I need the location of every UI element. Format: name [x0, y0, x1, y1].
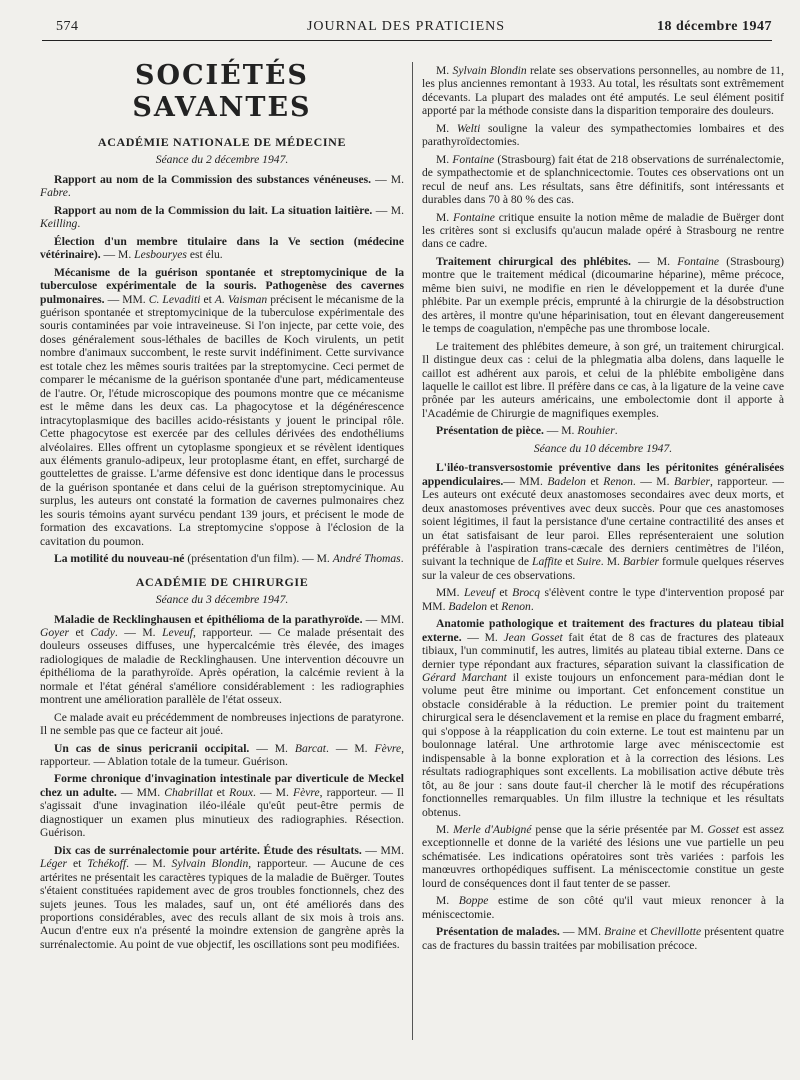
- comment-leveuf-brocq: MM. Leveuf et Brocq s'élèvent contre le type d'intervention proposé par MM. Badelon et Renon.: [422, 586, 784, 613]
- article-motilite: La motilité du nouveau-né (présentation d'un film). — M. André Thomas.: [54, 552, 404, 566]
- article-rapport-lait: Rapport au nom de la Commission du lait. La situation laitière. — M. Keilling.: [40, 203, 404, 231]
- seance-date: Séance du 2 décembre 1947.: [155, 153, 289, 167]
- article-title: Dix cas de surrénalectomie pour artérite. Étude des résultats.: [54, 843, 362, 857]
- column-divider: [412, 62, 413, 1040]
- article-piece: Présentation de pièce. — M. Rouhier.: [436, 424, 618, 438]
- author-name: C. Levaditi: [148, 292, 201, 306]
- article-title: Traitement chirurgical des phlébites.: [436, 254, 631, 268]
- article-election: Élection d'un membre titulaire dans la Ve section (médecine vétérinaire). — M. Lesbouryes est élu.: [40, 234, 404, 262]
- article-mecanisme: Mécanisme de la guérison spontanée et streptomycinique de la tuberculose expérimentale de la souris. Pathogenèse des cavernes pulmonaires. — MM. C. Levaditi et A. Vaisman précisent le mécanisme de la guérison spontanée et streptomycinique de la tuberculose expérimentale des souris contaminées par voie intraveineuse. Si l'on injecte, par cette voie, des doses généralement sous-léthales de bacilles de Koch virulents, un petit nombre d'animaux succombent, le reste survit indéfiniment. Cette survivance est totale chez les mêmes souris traitées par la streptomycine. Ceci permet de comparer le mécanisme de la guérison spontanée d'une part, médicamenteuse de l'autre. Or, l'étude microscopique des poumons montre que ce mécanisme est le même dans les deux cas. La phagocytose et la dégénérescence intracytoplasmique des bacilles acido-résistants y jouent le principal rôle. Cette phagocytose est exercée par des cellules dérivées des endothéliums alvéolaires. Elles offrent un cytoplasme spongieux et se révèlent identiques aux éléments granulo-adipeux, leur protoplasme étant, en effet, surchargé de gouttelettes de graisse. L'arme défensive est donc identique dans le processus de la guérison spontanée et dans celui de la guérison streptomycinique. Au surplus, les auteurs ont constaté la formation de cavernes pulmonaires chez les souris témoins ayant survécu pendant 139 jours, et précisent le mode de formation des excavations. La streptomycine s'oppose à l'éclosion de la cavitation du poumon.: [40, 265, 405, 548]
- issue-date: 18 décembre 1947: [656, 19, 772, 34]
- article-title: Maladie de Recklinghausen et épithélioma de la parathyroïde.: [54, 612, 363, 626]
- article-title: Présentation de malades.: [436, 925, 560, 939]
- article-invagination: Forme chronique d'invagination intestinale par diverticule de Meckel chez un adulte. — MM. Chabrillat et Roux. — M. Fèvre, rapporteur. — Il s'agissait d'une invagination iléo-iléale qu'eût peut-être permis de diagnostiquer un examen plus minutieux des radiographies. Résection. Guérison.: [40, 772, 405, 840]
- article-body: , rapporteur. — Il s'agissait d'une invagination iléo-iléale qu'eût peut-être permis de diagnostiquer un examen plus minutieux des radiographies. Résection. Guérison.: [40, 785, 405, 840]
- section-masthead: SOCIÉTÉS SAVANTES: [132, 60, 312, 123]
- page-number: 574: [56, 19, 79, 34]
- article-body: (Strasbourg) montre que le traitement médical (dicoumarine héparine), même précoce, même bien suivi, ne modifie en rien le développement et la durée d'une phlébite. Par un exemple précis, emprunté à la chirurgie de la désobstruction des artères, il montre qu'une héparinisation, tout en élevant dangereusement le temps de coagulation, n'empêche pas une thrombose locale.: [422, 254, 784, 336]
- article-rapport-venenueuses: Rapport au nom de la Commission des substances vénéneuses. — M. Fabre.: [40, 172, 404, 200]
- article-phlebites-cont: Le traitement des phlébites demeure, à son gré, un traitement chirurgical. Il distingue deux cas : celui de la phlegmatia alba dolens, dans laquelle le caillot est adhérent aux parois, et celui de la phlébite emboligène dans laquelle le caillot est libre. Il préfère dans ce cas, à la ligature de la veine cave prônée par les auteurs américains, une embolectomie dont il apporte à l'Académie de Chirurgie de magnifiques exemples.: [422, 339, 784, 420]
- author-name: A. Vaisman: [214, 292, 268, 306]
- article-plateau-tibial: Anatomie pathologique et traitement des fractures du plateau tibial externe. — M. Jean Gosset fait état de 8 cas de fractures des plateaux tibiaux, l'un comminutif, les autres, limités au plateau tibial externe. Dans ce dernier type répondant aux fractures, séparation suivant la classification de Gérard Marchant il existe toujours un enfoncement para-médian dont le volume peut être minime ou important. Cet enfoncement constitue un obstacle considérable à la réduction. Le premier point du traitement chirurgical sera le désenclavement et la remise en place du fragment embarré, qui s'oppose à la réapplication du coin externe. Le tout est maintenu par un boulonnage latéral. Une arthrotomie large avec méniscectomie est indispensable à la bonne exploration et à la correction des lésions. Les résultats radiographiques sont excellents. La mobilisation active débute très tôt, au 8e jour : sans doute faut-il chercher là le motif des récupérations fonctionnelles remarquables. Un film illustre la technique et les résultats obtenus.: [422, 617, 784, 819]
- article-title: Mécanisme de la guérison spontanée et streptomycinique de la tuberculose expérimentale de la souris. Pathogenèse des cavernes pulmonaires.: [40, 265, 404, 306]
- author-name: Keilling: [40, 217, 78, 231]
- article-title: Forme chronique d'invagination intestinale par diverticule de Meckel chez un adulte.: [40, 772, 404, 799]
- left-column: [40, 60, 404, 955]
- article-title: Un cas de sinus pericranii occipital.: [54, 741, 250, 755]
- article-phlebites: Traitement chirurgical des phlébites. — M. Fontaine (Strasbourg) montre que le traitement médical (dicoumarine héparine), même précoce, même bien suivi, ne modifie en rien le développement et la durée d'une phlébite. Par un exemple précis, emprunté à la chirurgie de la désobstruction des artères, il montre qu'une héparinisation, tout en élevant dangereusement le temps de coagulation, n'empêche pas une thrombose locale.: [422, 254, 784, 336]
- article-title: Anatomie pathologique et traitement des fractures du plateau tibial externe.: [422, 617, 784, 644]
- journal-title: JOURNAL DES PRATICIENS: [306, 19, 506, 34]
- article-body: , rapporteur. — Ce malade présentait des douleurs osseuses diffuses, une hypercalcémie très élevée, des images radiologiques de maladie de Recklinghausen. Une intervention découvre un épithélioma de la parathyroïde. Après opération, la calcémie revient à la normale et l'état général s'améliore considérablement : les radiographies montrent une amélioration parallèle de l'état osseux.: [40, 625, 404, 707]
- article-sinus: Un cas de sinus pericranii occipital. — M. Barcat. — M. Fèvre, rapporteur. — Ablation totale de la tumeur. Guérison.: [40, 741, 404, 769]
- seance-date: Séance du 3 décembre 1947.: [155, 593, 289, 607]
- comment-boppe: M. Boppe estime de son côté qu'il vaut mieux renoncer à la méniscectomie.: [422, 894, 785, 921]
- right-column: [422, 64, 784, 956]
- article-title: Rapport au nom de la Commission du lait. La situation laitière.: [54, 203, 373, 217]
- academy-heading-chirurgie: ACADÉMIE DE CHIRURGIE: [135, 574, 309, 589]
- article-title: Rapport au nom de la Commission des substances vénéneuses.: [54, 172, 372, 186]
- seance-date: Séance du 10 décembre 1947.: [533, 441, 673, 455]
- article-body: , rapporteur. — Ablation totale de la tumeur. Guérison.: [40, 741, 404, 769]
- header-rule: [42, 40, 772, 41]
- article-surrenalectomie: Dix cas de surrénalectomie pour artérite. Étude des résultats. — MM. Léger et Tchékoff. — M. Sylvain Blondin, rapporteur. — Aucune de ces artérites ne présentait les caractères typiques de la maladie de Buërger. Toutes s'étaient constituées rapidement avec de gros troubles fonctionnels, chez des sujets jeunes. Tous les malades, sauf un, ont été améliorés dans des proportions considérables, avec des reculs allant de six mois à trois ans. Aucun d'entre eux n'a présenté la moindre extension de gangrène après la surrénalectomie. Au point de vue objectif, les oscillations sont peu modifiées.: [40, 843, 404, 951]
- article-title: La motilité du nouveau-né: [54, 552, 185, 566]
- comment-fontaine: M. Fontaine (Strasbourg) fait état de 218 observations de surrénalectomie, de sympathectomie et de splanchnicectomie. Toutes ces observations ont un recul de neuf ans. Les résultats, sans être définitifs, sont intéressants et durables dans 70 à 80 % des cas.: [422, 152, 784, 207]
- academy-heading-medecine: ACADÉMIE NATIONALE DE MÉDECINE: [97, 135, 347, 149]
- author-name: André Thomas: [332, 552, 401, 566]
- comment-welti: M. Welti souligne la valeur des sympathectomies lombaires et des parathyroïdectomies.: [422, 121, 784, 149]
- author-name: Lesbouryes: [134, 248, 187, 262]
- author-name: Fabre: [40, 186, 68, 200]
- article-ileo-transversostomie: L'iléo-transversostomie préventive dans les péritonites généralisées appendiculaires.— MM. Badelon et Renon. — M. Barbier, rapporteur. — Les auteurs ont exécuté deux anastomoses secondaires avec deux morts, et deux anastomoses préventives avec deux succès. Pour que ces anastomoses soient légitimes, il faut la persistance d'une certaine contractilité des anses et un état satisfaisant de leur paroi. Elles représenteraient une solution préférable à l'aspiration trans-cæcale des derniers centimètres de l'iléon, suivant la technique de Laffite et Suire. M. Barbier formule quelques réserves sur la valeur de ces observations.: [422, 461, 784, 582]
- comment-blondin: M. Sylvain Blondin relate ses observations personnelles, au nombre de 11, les plus anciennes remontant à 1933. Au total, les résultats sont extrêmement décevants. La plupart des malades ont été amputés. Le seul élément positif apporté par la méthode consiste dans la disparition temporaire des douleurs.: [422, 64, 784, 118]
- article-presentation-malades: Présentation de malades. — MM. Braine et Chevillotte présentent quatre cas de fractures du bassin traitées par mobilisation précoce.: [422, 925, 784, 952]
- comment-merle-daubigne: M. Merle d'Aubigné pense que la série présentée par M. Gosset est assez exceptionnelle et donne de la variété des lésions une vue partielle un peu schématisée. Les indications opératoires sont très variées : parfois les manœuvres orthopédiques suffisent. La méniscectomie constitue un geste lourd de conséquences dont il faut tenter de se passer.: [422, 823, 785, 890]
- article-recklinghausen-cont: Ce malade avait eu précédemment de nombreuses injections de paratyrone. Il ne semble pas que ce facteur ait joué.: [40, 710, 404, 738]
- article-title: Présentation de pièce.: [436, 424, 544, 438]
- article-body: précisent le mécanisme de la guérison spontanée et streptomycinique de la tuberculose expérimentale des souris contaminées par voie intraveineuse. Si l'on injecte, par cette voie, des doses généralement sous-léthales de bacilles de Koch virulents, un petit nombre d'animaux succombent, le reste survit indéfiniment. Cette survivance est totale chez les mêmes souris traitées par la streptomycine. Ceci permet de comparer le mécanisme de la guérison spontanée d'une part, médicamenteuse de l'autre. Or, l'étude microscopique des poumons montre que ce mécanisme est le même dans les deux cas. La phagocytose et la dégénérescence intracytoplasmique des bacilles acido-résistants y jouent le principal rôle. Cette phagocytose est exercée par des cellules dérivées des endothéliums alvéolaires. Elles offrent un cytoplasme spongieux et se révèlent identiques aux éléments granulo-adipeux, leur protoplasme étant, en effet, surchargé de gouttelettes de graisse. L'arme défensive est donc identique dans le processus de la guérison spontanée et dans celui de la guérison streptomycinique. Au surplus, les auteurs ont constaté la formation de cavernes pulmonaires chez les souris témoins ayant survécu pendant 139 jours, et précisent le mode de formation des excavations. La streptomycine s'oppose à l'éclosion de la cavitation du poumon.: [40, 292, 405, 548]
- article-title: Élection d'un membre titulaire dans la Ve section (médecine vétérinaire).: [40, 234, 404, 262]
- article-body: , rapporteur. — Aucune de ces artérites ne présentait les caractères typiques de la maladie de Buërger. Toutes s'étaient constituées rapidement avec de gros troubles fonctionnels, chez des sujets jeunes. Tous les malades, sauf un, ont été améliorés dans des proportions considérables, avec des reculs allant de six mois à trois ans. Aucun d'entre eux n'a présenté la moindre extension de gangrène après la surrénalectomie. Au point de vue objectif, les oscillations sont peu modifiées.: [40, 857, 404, 951]
- article-title: L'iléo-transversostomie préventive dans les péritonites généralisées appendiculaires.: [422, 461, 784, 488]
- comment-fontaine-2: M. Fontaine critique ensuite la notion même de maladie de Buërger dont les critères sont si exclusifs qu'aucun malade opéré à Strasbourg ne rentre dans ce cadre.: [422, 210, 784, 251]
- page-header: [40, 16, 772, 38]
- article-recklinghausen: Maladie de Recklinghausen et épithélioma de la parathyroïde. — MM. Goyer et Cady. — M. Leveuf, rapporteur. — Ce malade présentait des douleurs osseuses diffuses, une hypercalcémie très élevée, des images radiologiques de maladie de Recklinghausen. Une intervention découvre un épithélioma de la parathyroïde. Après opération, la calcémie revient à la normale et l'état général s'améliore considérablement : les radiographies montrent une amélioration parallèle de l'état osseux.: [40, 612, 404, 707]
